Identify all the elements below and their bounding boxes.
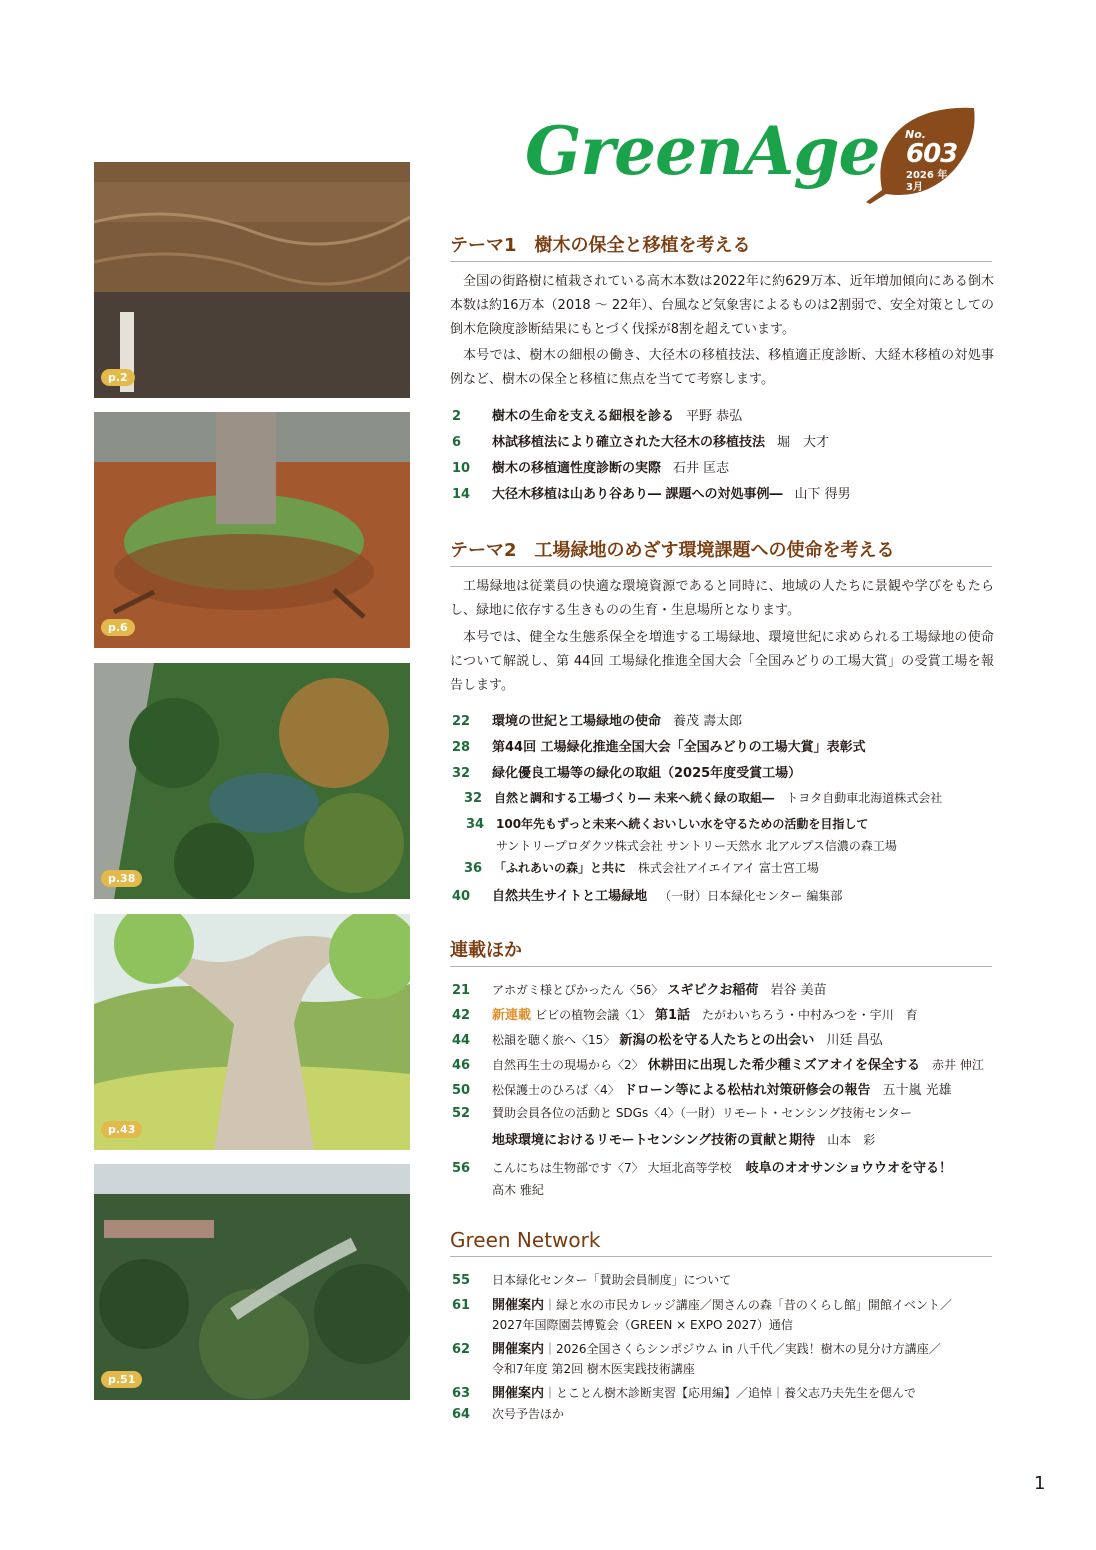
issue-date xyxy=(906,170,947,194)
theme1-summary: 本号では、樹木の細根の働き、大径木の移植技法、移植適正度診断、大経木移植の対処事例など、樹木の保全と移植に焦点を当てて考察します。 xyxy=(450,348,994,387)
toc-item[interactable]: 32 緑化優良工場等の緑化の取組（2025年度受賞工場） xyxy=(452,766,802,781)
toc-item[interactable]: 22 環境の世紀と工場緑地の使命 養茂 壽太郎 xyxy=(452,714,743,729)
toc-subitem-cont: サントリープロダクツ株式会社 サントリー天然水 北アルプス信濃の森工場 xyxy=(496,839,897,853)
toc-item[interactable]: 6 林試移植法により確立された大径木の移植技法 堀 大才 xyxy=(452,435,830,450)
theme1-intro: 全国の街路樹に植栽されている高木本数は2022年に約629万本、近年増加傾向にある倒木本数は約16万本（2018 〜 22年）、台風など気象害によるものは2割弱で、安全対策としての倒木危険度診断結果にもとづく伐採が8割を超えています。 xyxy=(450,274,994,337)
toc-item[interactable]: 44 松韻を聴く旅へ〈15〉 新潟の松を守る人たちとの出会い 川廷 昌弘 xyxy=(452,1033,883,1048)
toc-item[interactable]: 42 新連載 ビビの植物会議〈1〉 第1話 たがわいちろう・中村みつを・宇川 育 xyxy=(452,1008,918,1023)
toc-item[interactable]: 2 樹木の生命を支える細根を診る 平野 恭弘 xyxy=(452,409,743,424)
toc-item[interactable]: 64 次号予告ほか xyxy=(452,1407,565,1422)
photo-fine-roots xyxy=(94,162,410,398)
toc-item[interactable]: 52 賛助会員各位の活動と SDGs〈4〉（一財）リモート・センシング技術センター xyxy=(452,1106,913,1121)
toc-item[interactable]: 50 松保護士のひろば〈4〉 ドローン等による松枯れ対策研修会の報告 五十嵐 光雄 xyxy=(452,1083,952,1098)
theme2-summary: 本号では、健全な生態系保全を増進する工場緑地、環境世紀に求められる工場緑地の使命について解説し、第 44回 工場緑化推進全国大会「全国みどりの工場大賞」の受賞工場を報告します。 xyxy=(450,630,994,693)
toc-item-cont: 2027年国際園芸博覧会（GREEN × EXPO 2027）通信 xyxy=(492,1318,793,1332)
network-heading: Green Network xyxy=(450,1228,992,1257)
toc-item[interactable]: 63 開催案内｜とことん樹木診断実習【応用編】／追悼｜養父志乃夫先生を偲んで xyxy=(452,1386,917,1401)
photo-page-label: p.38 xyxy=(101,870,142,887)
toc-subitem[interactable]: 32 自然と調和する工場づくり― 未来へ続く緑の取組― トヨタ自動車北海道株式会社 xyxy=(464,791,943,806)
toc-item[interactable]: 62 開催案内｜2026全国さくらシンポジウム in 八千代／実践！樹木の見分け方講座／ xyxy=(452,1342,941,1357)
toc-item[interactable]: 61 開催案内｜緑と水の市民カレッジ講座／関さんの森「昔のくらし館」開館イベント／ xyxy=(452,1298,952,1313)
toc-item[interactable]: 46 自然再生士の現場から〈2〉 休耕田に出現した希少種ミズアオイを保全する 赤井 伸江 xyxy=(452,1058,984,1073)
toc-item[interactable]: 14 大径木移植は山あり谷あり― 課題への対処事例― 山下 得男 xyxy=(452,487,851,502)
photo-factory-greenery xyxy=(94,663,410,899)
toc-item-cont: 地球環境におけるリモートセンシング技術の貢献と期待 山本 彩 xyxy=(492,1133,876,1148)
photo-page-label: p.2 xyxy=(101,369,135,386)
serial-heading: 連載ほか xyxy=(450,936,992,967)
photo-tree-illustration xyxy=(94,914,410,1150)
photo-page-label: p.6 xyxy=(101,619,135,636)
toc-item[interactable]: 10 樹木の移植適性度診断の実際 石井 匡志 xyxy=(452,461,730,476)
toc-item[interactable]: 56 こんにちは生物部です〈7〉 大垣北高等学校 岐阜のオオサンショウウオを守る！ xyxy=(452,1161,952,1176)
photo-page-label: p.43 xyxy=(101,1121,142,1138)
toc-item[interactable]: 55 日本緑化センター「賛助会員制度」について xyxy=(452,1273,732,1288)
photo-tree-transplant xyxy=(94,412,410,648)
toc-subitem[interactable]: 36 「ふれあいの森」と共に 株式会社アイエイアイ 富士宮工場 xyxy=(464,861,819,876)
toc-item[interactable]: 21 アホガミ様とぴかったん〈56〉 スギピクお稲荷 岩谷 美苗 xyxy=(452,983,827,998)
toc-item-cont: 令和7年度 第2回 樹木医実践技術講座 xyxy=(492,1362,695,1376)
page-number: 1 xyxy=(1034,1473,1046,1494)
toc-subitem[interactable]: 34 100年先もずっと未来へ続くおいしい水を守るための活動を目指して xyxy=(466,817,869,832)
masthead-title: GreenAge xyxy=(525,112,880,190)
theme1-heading: テーマ1 樹木の保全と移植を考える xyxy=(450,231,992,262)
toc-item[interactable]: 28 第44回 工場緑化推進全国大会「全国みどりの工場大賞」表彰式 xyxy=(452,740,866,755)
theme2-heading: テーマ2 工場緑地のめざす環境課題への使命を考える xyxy=(450,536,992,567)
photo-pine-forest-drone xyxy=(94,1164,410,1400)
toc-item-cont: 高木 雅紀 xyxy=(492,1183,544,1197)
photo-page-label: p.51 xyxy=(101,1371,142,1388)
issue-year: 2026 年 xyxy=(906,170,948,181)
issue-number: 603 xyxy=(906,139,958,169)
issue-month: 3月 xyxy=(906,182,923,193)
toc-item[interactable]: 40 自然共生サイトと工場緑地 （一財）日本緑化センター 編集部 xyxy=(452,889,843,904)
theme2-intro: 工場緑地は従業員の快適な環境資源であると同時に、地域の人たちに景観や学びをもたらし、緑地に依存する生きものの生育・生息場所となります。 xyxy=(450,579,994,618)
issue-no-label: No. xyxy=(905,128,926,141)
